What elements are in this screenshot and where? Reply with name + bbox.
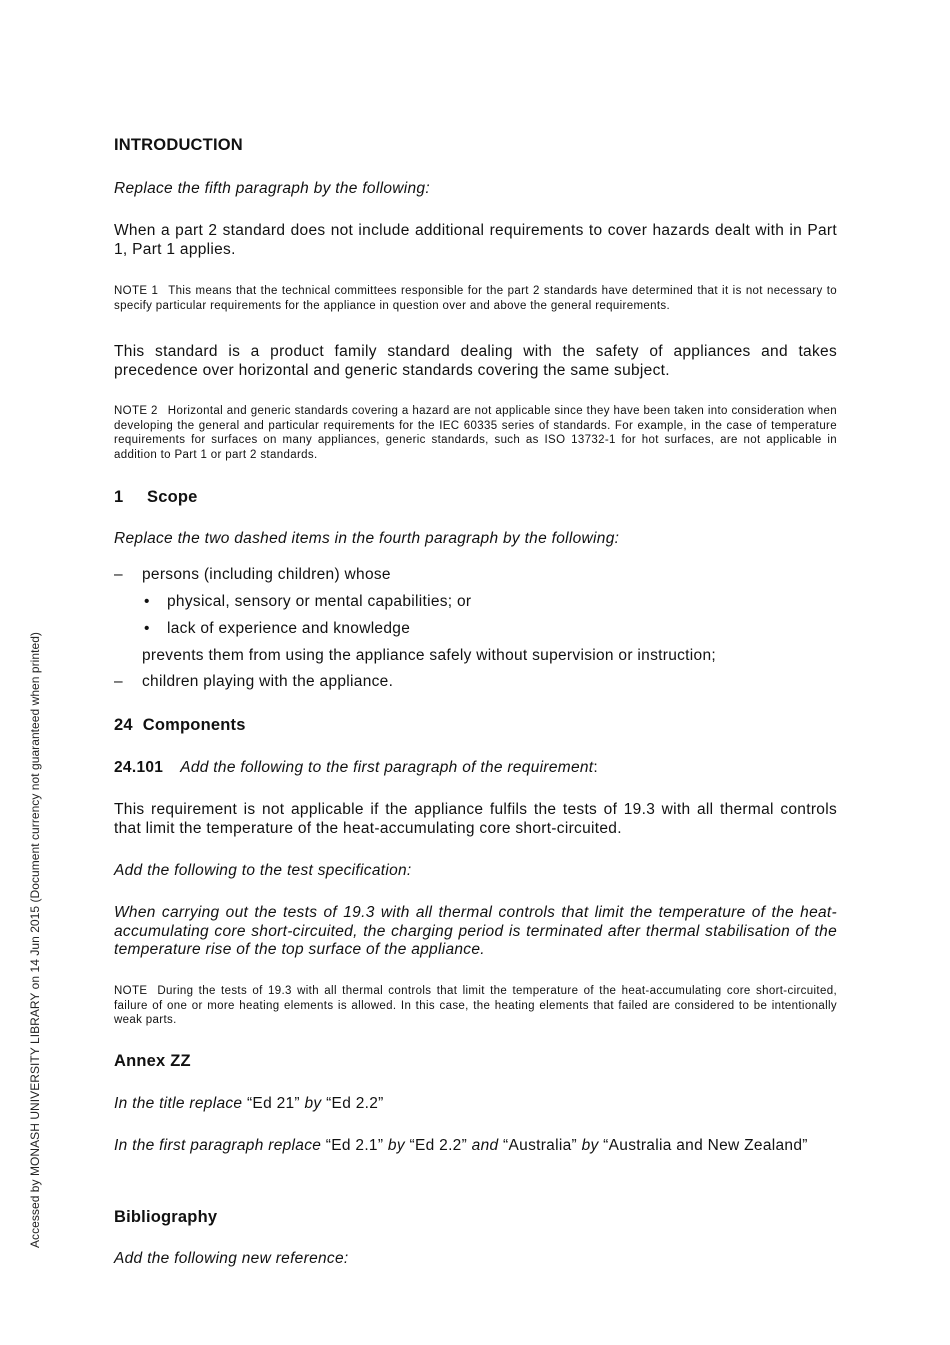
- annex-quote: “Australia”: [503, 1137, 577, 1154]
- components-paragraph-1: This requirement is not applicable if the appliance fulfils the tests of 19.3 with all thermal controls that limit the temperature of the heat-accumulating core short-circuited.: [114, 801, 837, 837]
- list-item: [114, 566, 837, 586]
- annex-text: In the first paragraph replace: [114, 1137, 326, 1154]
- annex-quote: “Ed 2.2”: [409, 1137, 468, 1154]
- annex-heading: Annex ZZ: [114, 1052, 191, 1070]
- list-item: [114, 673, 837, 693]
- intro-paragraph-2: This standard is a product family standard dealing with the safety of appliances and takes precedence over horizontal and generic standards covering the same subject.: [114, 343, 837, 379]
- clause-instruction: Add the following to the first paragraph of the requirement: [180, 759, 594, 776]
- bullet-marker: •: [144, 620, 150, 637]
- intro-note-2: [114, 404, 837, 463]
- components-note: [114, 984, 837, 1028]
- sub-list-item: [114, 593, 837, 613]
- scope-instruction: Replace the two dashed items in the fourth paragraph by the following:: [114, 530, 620, 547]
- annex-text: by: [299, 1095, 327, 1112]
- list-continuation: [114, 647, 837, 667]
- annex-quote: “Ed 2.1”: [325, 1137, 384, 1154]
- clause-number: 24.101: [114, 759, 164, 776]
- clause-colon: :: [593, 759, 599, 776]
- list-item-text: children playing with the appliance.: [142, 673, 394, 690]
- sub-list-item-text: physical, sensory or mental capabilities; or: [167, 593, 472, 610]
- list-item-text: persons (including children) whose: [142, 566, 391, 583]
- note-label: NOTE 1: [114, 285, 159, 297]
- note-label: NOTE: [114, 985, 148, 997]
- scope-number: 1: [114, 488, 124, 506]
- annex-text: In the title replace: [114, 1095, 247, 1112]
- list-continuation-text: prevents them from using the appliance safely without supervision or instruction;: [142, 647, 716, 664]
- clause-24-101: [114, 759, 598, 777]
- components-paragraph-2: When carrying out the tests of 19.3 with all thermal controls that limit the temperature of the heat-accumulating core short-circuited, the charging period is terminated after thermal stabilisation of the temperature rise of the top surface of the appliance.: [114, 904, 837, 958]
- intro-note-1: [114, 284, 837, 313]
- scope-heading: [114, 488, 198, 507]
- note-text: During the tests of 19.3 with all thermal controls that limit the temperature of the heat-accumulating core short-circuited, failure of one or more heating elements is allowed. In this case, the heating elements that failed are considered to be intentionally weak parts.: [114, 985, 837, 1027]
- annex-text: and: [467, 1137, 504, 1154]
- note-text: This means that the technical committees responsible for the part 2 standards have determined that it is not necessary to specify particular requirements for the appliance in question over and above the general requirements.: [114, 285, 838, 312]
- intro-instruction: Replace the fifth paragraph by the following:: [114, 180, 430, 197]
- bibliography-heading: Bibliography: [114, 1208, 218, 1226]
- sub-list-item-text: lack of experience and knowledge: [167, 620, 411, 637]
- components-number: 24: [114, 716, 133, 734]
- components-title: Components: [142, 716, 246, 734]
- annex-quote: “Ed 21”: [246, 1095, 300, 1112]
- annex-line-2: [114, 1137, 837, 1156]
- components-heading: [114, 716, 246, 735]
- annex-text: by: [383, 1137, 410, 1154]
- note-text: Horizontal and generic standards covering a hazard are not applicable since they have been taken into consideration when developing the general and particular requirements for the IEC 60335 series of standards. For example, in the case of temperature requirements for surfaces on many appliances, generic standards, such as ISO 13732-1 for hot surfaces, are not applicable in addition to Part 1 or part 2 standards.: [114, 405, 838, 462]
- intro-heading: INTRODUCTION: [114, 136, 243, 154]
- annex-quote: “Australia and New Zealand”: [603, 1137, 808, 1154]
- annex-text: by: [576, 1137, 604, 1154]
- dash-marker: –: [114, 566, 123, 583]
- dash-marker: –: [114, 673, 123, 690]
- note-label: NOTE 2: [114, 405, 158, 417]
- bibliography-instruction: Add the following new reference:: [114, 1250, 349, 1267]
- annex-quote: “Ed 2.2”: [326, 1095, 384, 1112]
- intro-paragraph-1: When a part 2 standard does not include additional requirements to cover hazards dealt with in Part 1, Part 1 applies.: [114, 222, 837, 258]
- scope-title: Scope: [147, 488, 198, 506]
- sub-list-item: [114, 620, 837, 640]
- bullet-marker: •: [144, 593, 150, 610]
- annex-line-1: [114, 1095, 384, 1113]
- components-instruction-2: Add the following to the test specification:: [114, 862, 412, 879]
- side-margin-access-note: Accessed by MONASH UNIVERSITY LIBRARY on 14 Jun 2015 (Document currency not guaranteed when printed): [28, 632, 42, 1248]
